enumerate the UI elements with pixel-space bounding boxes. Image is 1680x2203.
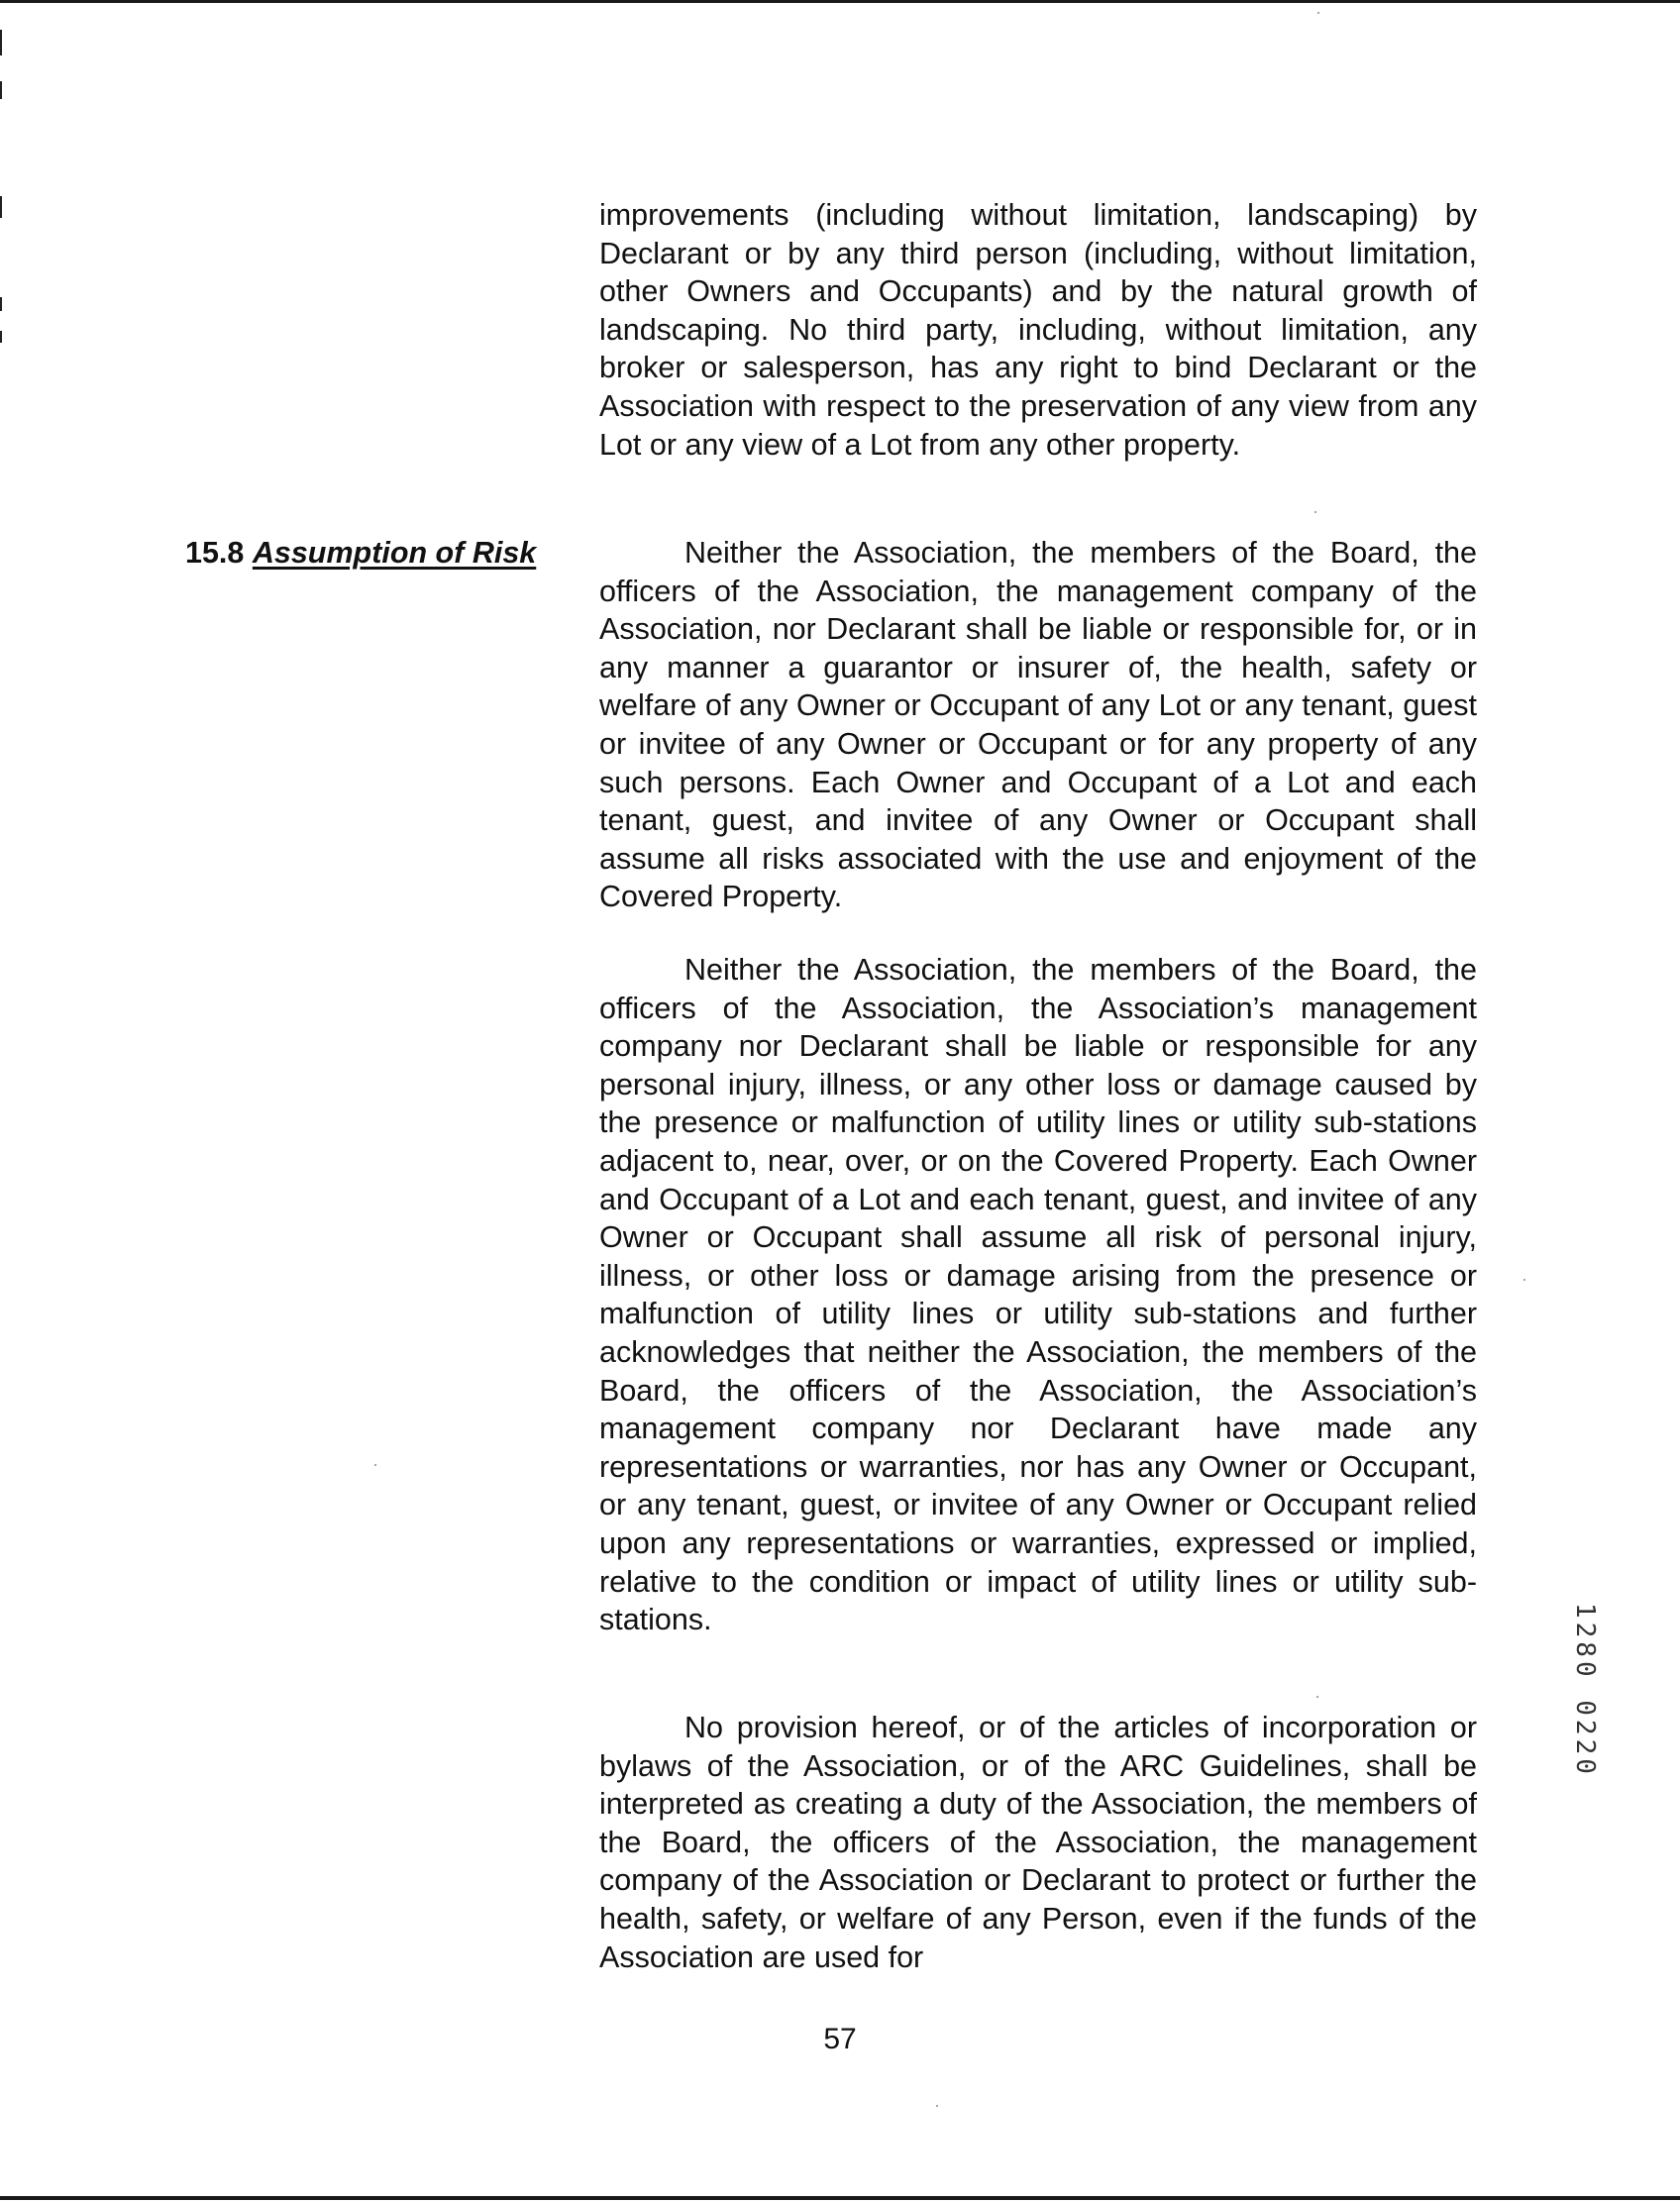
scan-speck <box>374 1464 376 1466</box>
section-paragraph <box>599 951 1477 1639</box>
scan-edge-mark <box>0 81 2 99</box>
section-heading <box>185 534 536 573</box>
section-paragraph <box>599 1709 1477 1976</box>
paragraph-text: Neither the Association, the members of the Board, the officers of the Association, the management company of the Association, nor Declarant shall be liable or responsible for, or in any manner a guarantor or insurer of, the health, safety or welfare of any Owner or Occupant of any Lot or any tenant, guest or invitee of any Owner or Occupant or for any property of any such persons. Each Owner and Occupant of a Lot and each tenant, guest, and invitee of any Owner or Occupant shall assume all risks associated with the use and enjoyment of the Covered Property. <box>599 536 1477 914</box>
scan-speck <box>1316 1696 1318 1698</box>
section-paragraph <box>599 534 1477 916</box>
carryover-paragraph <box>599 196 1477 464</box>
recording-stamp: 1280 0220 <box>1570 1603 1600 1778</box>
scan-edge-mark <box>0 30 2 55</box>
scan-speck <box>1523 1279 1525 1281</box>
scan-top-border <box>0 0 1680 3</box>
scan-edge-mark <box>0 331 2 343</box>
paragraph-text: improvements (including without limitation, landscaping) by Declarant or by any third person (including, without limitation, other Owners and Occupants) and by the natural growth of landscaping. No third party, including, without limitation, any broker or salesperson, has any right to bind Declarant or the Association with respect to the preservation of any view from any Lot or any view of a Lot from any other property. <box>599 198 1477 462</box>
section-title: Assumption of Risk <box>252 536 537 570</box>
paragraph-text: Neither the Association, the members of the Board, the officers of the Association, the Association’s management company nor Declarant shall be liable or responsible for any personal injury, illness, or any other loss or damage caused by the presence or malfunction of utility lines or utility sub-stations adjacent to, near, over, or on the Covered Property. Each Owner and Occupant of a Lot and each tenant, guest, and invitee of any Owner or Occupant shall assume all risk of personal injury, illness, or other loss or damage arising from the presence or malfunction of utility lines or utility sub-stations and further acknowledges that neither the Association, the members of the Board, the officers of the Association, the Association’s management company nor Declarant have made any representations or warranties, nor has any Owner or Occupant, or any tenant, guest, or invitee of any Owner or Occupant relied upon any representations or warranties, expressed or implied, relative to the condition or impact of utility lines or utility sub-stations. <box>599 953 1477 1637</box>
paragraph-text: No provision hereof, or of the articles of incorporation or bylaws of the Association, or of the ARC Guidelines, shall be interpreted as creating a duty of the Association, the members of the Board, the officers of the Association, the management company of the Association or Declarant to protect or further the health, safety, or welfare of any Person, even if the funds of the Association are used for <box>599 1711 1477 1974</box>
scan-speck <box>1317 12 1319 14</box>
scan-edge-mark <box>0 196 2 218</box>
section-number: 15.8 <box>185 536 245 570</box>
scan-speck <box>936 2105 938 2107</box>
scan-speck <box>1314 511 1316 513</box>
page-number: 57 <box>823 2023 857 2055</box>
scan-bottom-border <box>0 2196 1680 2200</box>
scan-edge-mark <box>0 297 2 311</box>
